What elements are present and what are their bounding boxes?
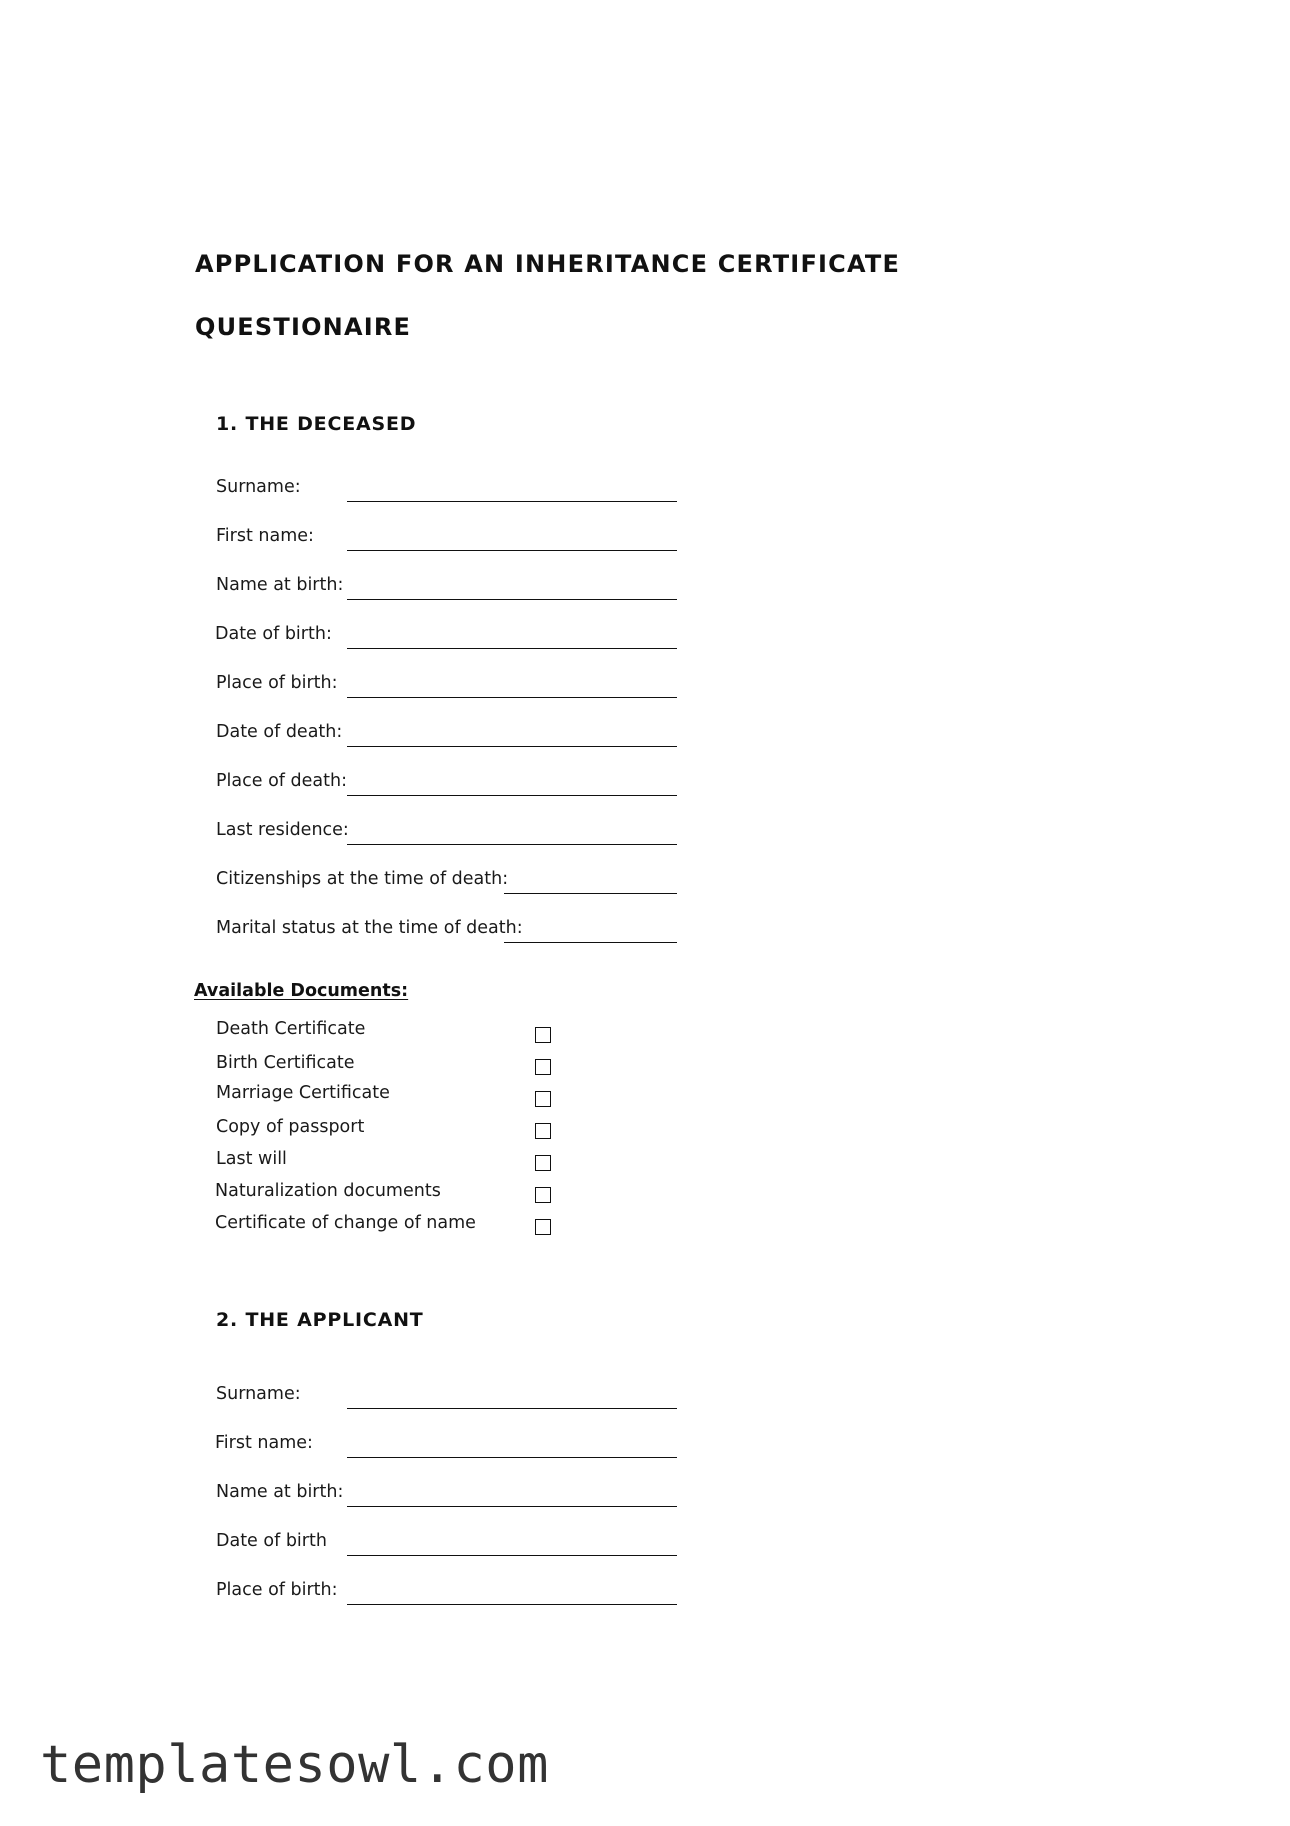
doc-marriage-certificate-checkbox[interactable] bbox=[535, 1091, 551, 1107]
deceased-last-residence-field[interactable] bbox=[347, 844, 677, 845]
deceased-first-name-label: First name: bbox=[216, 526, 314, 546]
doc-naturalization-label: Naturalization documents bbox=[215, 1181, 441, 1201]
applicant-surname-field[interactable] bbox=[347, 1408, 677, 1409]
applicant-name-at-birth-field[interactable] bbox=[347, 1506, 677, 1507]
doc-copy-of-passport-label: Copy of passport bbox=[216, 1117, 365, 1137]
document-subtitle: QUESTIONAIRE bbox=[195, 313, 412, 341]
applicant-place-of-birth-label: Place of birth: bbox=[216, 1580, 338, 1600]
section-applicant-heading: 2. THE APPLICANT bbox=[216, 1309, 424, 1331]
deceased-place-of-death-field[interactable] bbox=[347, 795, 677, 796]
available-documents-heading: Available Documents: bbox=[194, 981, 409, 1001]
deceased-citizenships-label: Citizenships at the time of death: bbox=[216, 869, 509, 889]
doc-last-will-checkbox[interactable] bbox=[535, 1155, 551, 1171]
deceased-date-of-death-field[interactable] bbox=[347, 746, 677, 747]
doc-change-of-name-checkbox[interactable] bbox=[535, 1219, 551, 1235]
deceased-citizenships-field[interactable] bbox=[504, 893, 677, 894]
deceased-marital-status-field[interactable] bbox=[504, 942, 677, 943]
deceased-surname-label: Surname: bbox=[216, 477, 301, 497]
doc-last-will-label: Last will bbox=[216, 1149, 287, 1169]
deceased-place-of-death-label: Place of death: bbox=[216, 771, 347, 791]
applicant-name-at-birth-label: Name at birth: bbox=[216, 1482, 344, 1502]
deceased-last-residence-label: Last residence: bbox=[216, 820, 349, 840]
doc-death-certificate-checkbox[interactable] bbox=[535, 1027, 551, 1043]
applicant-place-of-birth-field[interactable] bbox=[347, 1604, 677, 1605]
deceased-name-at-birth-field[interactable] bbox=[347, 599, 677, 600]
doc-naturalization-checkbox[interactable] bbox=[535, 1187, 551, 1203]
deceased-first-name-field[interactable] bbox=[347, 550, 677, 551]
doc-birth-certificate-label: Birth Certificate bbox=[216, 1053, 355, 1073]
watermark-text: templatesowl.com bbox=[40, 1735, 549, 1795]
doc-birth-certificate-checkbox[interactable] bbox=[535, 1059, 551, 1075]
section-deceased-heading: 1. THE DECEASED bbox=[216, 413, 417, 435]
deceased-surname-field[interactable] bbox=[347, 501, 677, 502]
deceased-date-of-birth-label: Date of birth: bbox=[215, 624, 332, 644]
deceased-place-of-birth-label: Place of birth: bbox=[216, 673, 338, 693]
applicant-date-of-birth-field[interactable] bbox=[347, 1555, 677, 1556]
doc-marriage-certificate-label: Marriage Certificate bbox=[216, 1083, 390, 1103]
doc-copy-of-passport-checkbox[interactable] bbox=[535, 1123, 551, 1139]
deceased-date-of-birth-field[interactable] bbox=[347, 648, 677, 649]
applicant-first-name-field[interactable] bbox=[347, 1457, 677, 1458]
applicant-surname-label: Surname: bbox=[216, 1384, 301, 1404]
deceased-date-of-death-label: Date of death: bbox=[216, 722, 343, 742]
deceased-marital-status-label: Marital status at the time of death: bbox=[216, 918, 523, 938]
deceased-name-at-birth-label: Name at birth: bbox=[216, 575, 344, 595]
deceased-place-of-birth-field[interactable] bbox=[347, 697, 677, 698]
doc-change-of-name-label: Certificate of change of name bbox=[215, 1213, 476, 1233]
document-title: APPLICATION FOR AN INHERITANCE CERTIFICATE bbox=[195, 250, 901, 278]
applicant-date-of-birth-label: Date of birth bbox=[216, 1531, 327, 1551]
applicant-first-name-label: First name: bbox=[215, 1433, 313, 1453]
doc-death-certificate-label: Death Certificate bbox=[216, 1019, 366, 1039]
